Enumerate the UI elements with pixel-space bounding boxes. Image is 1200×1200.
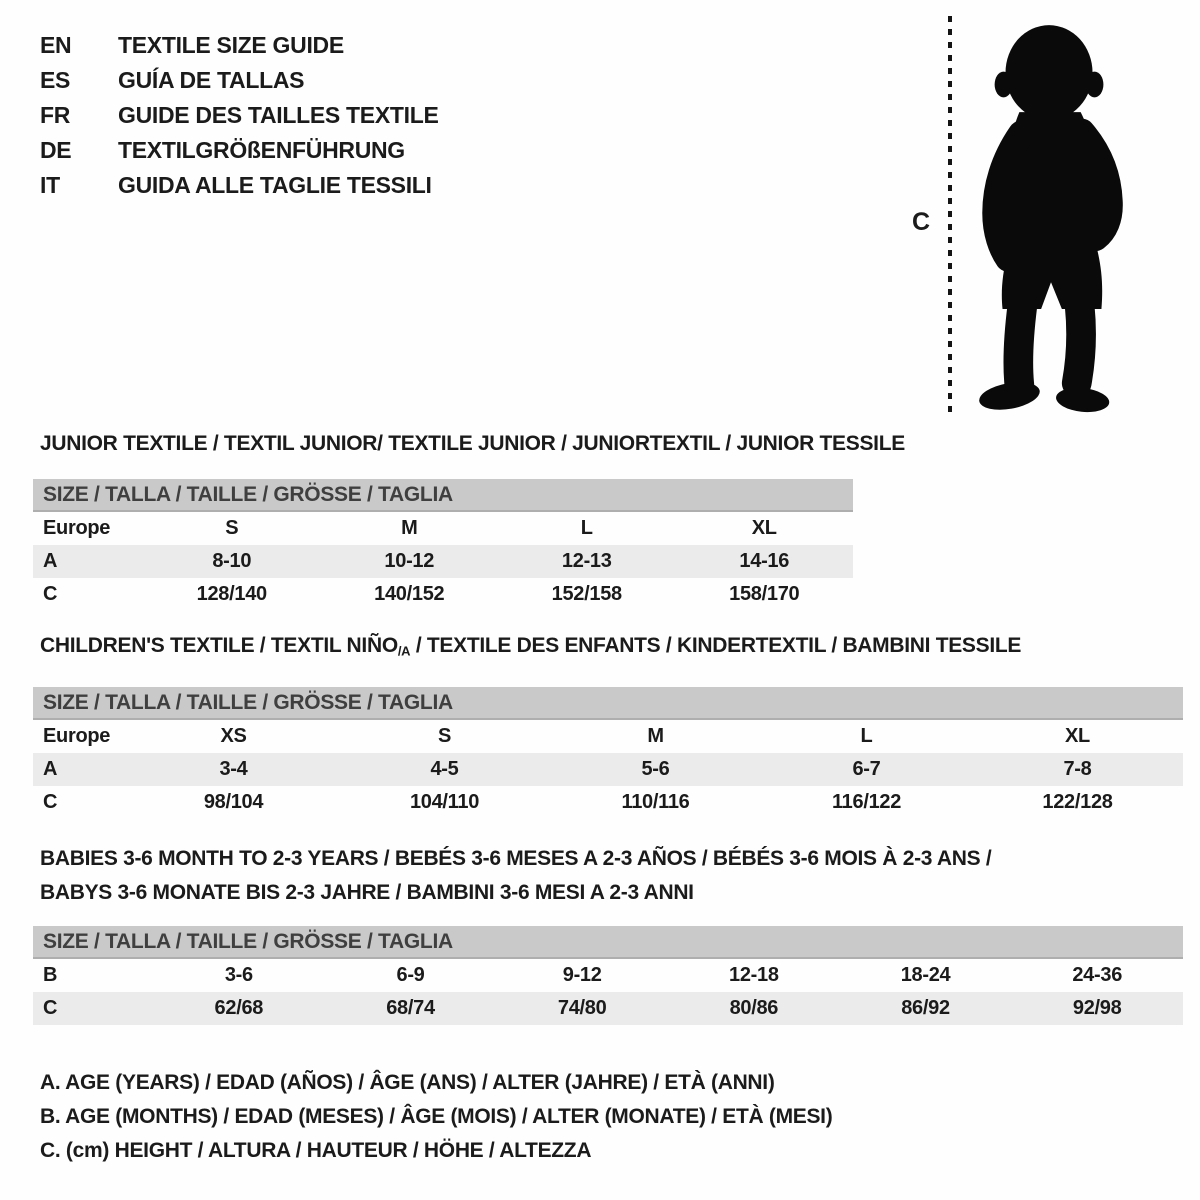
height-cell: 98/104 <box>203 791 264 813</box>
age-cell: 5-6 <box>641 758 670 780</box>
guide-title-de: TEXTILGRÖßENFÜHRUNG <box>118 137 405 163</box>
age-cell: 18-24 <box>900 964 951 986</box>
height-cell: 104/110 <box>409 791 480 813</box>
guide-title-fr: GUIDE DES TAILLES TEXTILE <box>118 102 439 128</box>
toddler-silhouette-icon <box>962 18 1140 416</box>
guide-title-es: GUÍA DE TALLAS <box>118 67 305 93</box>
height-cell: 152/158 <box>551 583 622 605</box>
babies-size-table <box>33 926 1183 1025</box>
age-cell: 10-12 <box>384 550 435 572</box>
height-cell: 62/68 <box>214 997 264 1019</box>
table-row <box>33 545 853 578</box>
height-cell: 128/140 <box>196 583 267 605</box>
height-cell: 92/98 <box>1072 997 1122 1019</box>
children-title-post: / TEXTILE DES ENFANTS / KINDERTEXTIL / BAMBINI TESSILE <box>410 634 1022 657</box>
table-row <box>33 753 1183 786</box>
size-header-bar: SIZE / TALLA / TAILLE / GRÖSSE / TAGLIA <box>33 926 1183 959</box>
age-cell: 6-9 <box>396 964 425 986</box>
guide-title-it: GUIDA ALLE TAGLIE TESSILI <box>118 172 432 198</box>
height-cell: 116/122 <box>831 791 902 813</box>
height-cell: 86/92 <box>901 997 950 1019</box>
babies-title-line1: BABIES 3-6 MONTH TO 2-3 YEARS / BEBÉS 3-6 MESES A 2-3 AÑOS / BÉBÉS 3-6 MOIS À 2-3 ANS / <box>40 847 992 870</box>
children-section-title <box>40 634 1021 658</box>
table-row <box>33 992 1183 1025</box>
language-row-en <box>40 28 439 63</box>
row-label: Europe <box>43 517 111 539</box>
row-label: A <box>43 550 58 572</box>
children-title-sub: /A <box>397 643 411 659</box>
height-cell: 122/128 <box>1042 791 1113 813</box>
language-row-it <box>40 168 439 203</box>
height-cell: 74/80 <box>557 997 607 1019</box>
height-cell: 80/86 <box>729 997 779 1019</box>
height-cell: 110/116 <box>621 791 690 813</box>
measurement-legend <box>40 1066 832 1168</box>
age-cell: 7-8 <box>1063 758 1092 780</box>
size-cell: M <box>647 725 664 747</box>
size-cell: S <box>437 725 452 747</box>
junior-section-title: JUNIOR TEXTILE / TEXTIL JUNIOR/ TEXTILE JUNIOR / JUNIORTEXTIL / JUNIOR TESSILE <box>40 432 905 455</box>
height-cell: 158/170 <box>729 583 800 605</box>
age-cell: 9-12 <box>562 964 602 986</box>
language-code: ES <box>40 67 71 93</box>
row-label: B <box>43 964 58 986</box>
age-cell: 3-4 <box>219 758 248 780</box>
table-row <box>33 786 1183 819</box>
age-cell: 4-5 <box>430 758 459 780</box>
row-label: A <box>43 758 58 780</box>
legend-age-months: B. AGE (MONTHS) / EDAD (MESES) / ÂGE (MOIS) / ALTER (MONATE) / ETÀ (MESI) <box>40 1105 833 1128</box>
language-row-es <box>40 63 439 98</box>
legend-age-years: A. AGE (YEARS) / EDAD (AÑOS) / ÂGE (ANS) / ALTER (JAHRE) / ETÀ (ANNI) <box>40 1071 775 1094</box>
height-measure-dashed-line <box>948 16 952 414</box>
row-label: C <box>43 791 58 813</box>
height-measure-label: C <box>912 208 931 236</box>
size-cell: L <box>580 517 593 539</box>
height-cell: 68/74 <box>386 997 435 1019</box>
junior-size-table <box>33 479 853 611</box>
legend-height-cm: C. (cm) HEIGHT / ALTURA / HAUTEUR / HÖHE / ALTEZZA <box>40 1139 592 1162</box>
age-cell: 12-18 <box>729 964 779 986</box>
age-cell: 12-13 <box>561 550 612 572</box>
age-cell: 6-7 <box>852 758 881 780</box>
row-label: C <box>43 997 58 1019</box>
babies-title-line2: BABYS 3-6 MONATE BIS 2-3 JAHRE / BAMBINI 3-6 MESI A 2-3 ANNI <box>40 881 694 904</box>
row-label: C <box>43 583 58 605</box>
table-row <box>33 959 1183 992</box>
size-cell: L <box>860 725 873 747</box>
language-code: EN <box>40 32 72 58</box>
language-title-list <box>40 28 439 203</box>
size-cell: S <box>225 517 239 539</box>
size-header-bar: SIZE / TALLA / TAILLE / GRÖSSE / TAGLIA <box>33 687 1183 720</box>
children-size-table <box>33 687 1183 819</box>
size-header-bar: SIZE / TALLA / TAILLE / GRÖSSE / TAGLIA <box>33 479 853 512</box>
babies-section-title <box>40 842 991 910</box>
table-row <box>33 578 853 611</box>
children-title-pre: CHILDREN'S TEXTILE / TEXTIL NIÑO <box>40 634 398 657</box>
table-row <box>33 512 853 545</box>
language-row-fr <box>40 98 439 133</box>
age-cell: 24-36 <box>1072 964 1123 986</box>
table-row <box>33 720 1183 753</box>
row-label: Europe <box>43 725 111 747</box>
language-code: FR <box>40 102 71 128</box>
age-cell: 3-6 <box>224 964 253 986</box>
size-cell: XS <box>220 725 247 747</box>
size-cell: XL <box>1065 725 1090 747</box>
size-cell: M <box>401 517 418 539</box>
age-cell: 14-16 <box>739 550 790 572</box>
language-code: IT <box>40 172 60 198</box>
size-cell: XL <box>751 517 777 539</box>
height-cell: 140/152 <box>374 583 445 605</box>
language-row-de <box>40 133 439 168</box>
language-code: DE <box>40 137 72 163</box>
age-cell: 8-10 <box>212 550 252 572</box>
guide-title-en: TEXTILE SIZE GUIDE <box>118 32 344 58</box>
